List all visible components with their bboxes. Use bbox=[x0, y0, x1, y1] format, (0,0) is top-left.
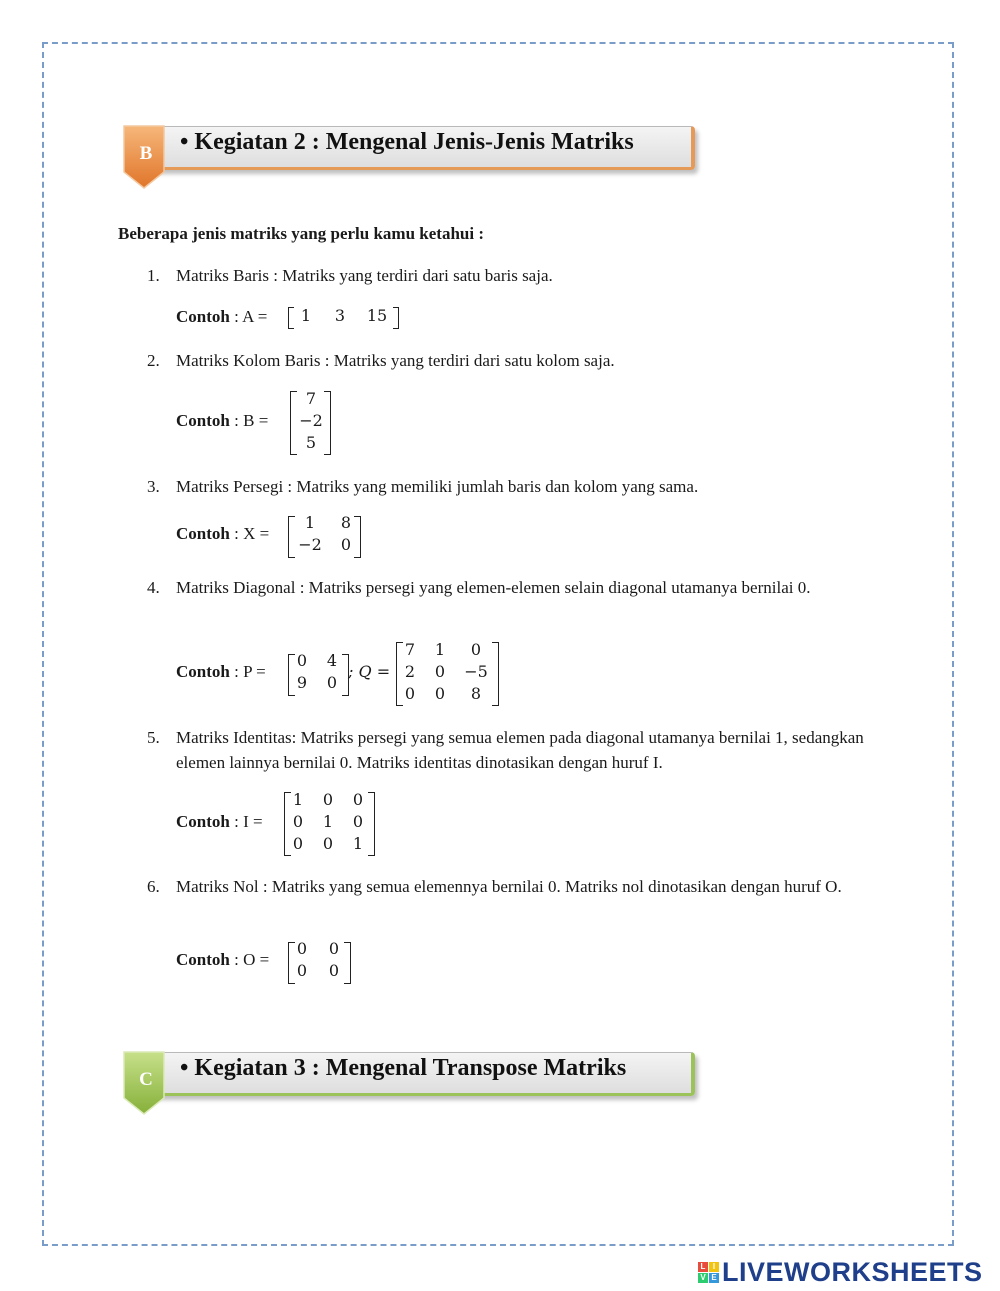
matrix-name: P bbox=[243, 662, 252, 681]
item-text: Matriks Kolom Baris : Matriks yang terdiri dari satu kolom saja. bbox=[176, 351, 615, 370]
matrix-cell: 1 bbox=[322, 812, 334, 831]
matrix-cell: 1 bbox=[304, 513, 316, 532]
intro-text: Beberapa jenis matriks yang perlu kamu ketahui : bbox=[118, 224, 484, 243]
matrix-cell: −2 bbox=[299, 411, 323, 430]
matrix-name: Q bbox=[358, 662, 372, 681]
section-b-letter: B bbox=[139, 143, 153, 164]
example-label: Contoh bbox=[176, 950, 230, 969]
matrix-O bbox=[288, 939, 350, 985]
example-label: Contoh bbox=[176, 662, 230, 681]
item-number: 2. bbox=[147, 351, 160, 370]
matrix-cell: 8 bbox=[340, 513, 352, 532]
section-b-title: • Kegiatan 2 : Mengenal Jenis-Jenis Matriks bbox=[180, 129, 634, 155]
item-text: Matriks Nol : Matriks yang semua elemennya bernilai 0. Matriks nol dinotasikan dengan huruf O. bbox=[176, 877, 842, 896]
item-text: Matriks Diagonal : Matriks persegi yang elemen-elemen selain diagonal utamanya bernilai 0. bbox=[176, 578, 811, 597]
matrix-cell: 0 bbox=[296, 651, 308, 670]
matrix-cell: 7 bbox=[404, 640, 416, 659]
example-label: Contoh bbox=[176, 411, 230, 430]
matrix-name: B bbox=[243, 411, 255, 430]
matrix-cell: 1 bbox=[434, 640, 446, 659]
matrix-cell: 7 bbox=[305, 389, 317, 408]
matrix-I bbox=[284, 790, 374, 858]
matrix-cell: 1 bbox=[300, 306, 312, 325]
matrix-cell: 8 bbox=[470, 684, 482, 703]
matrix-X bbox=[288, 513, 362, 559]
matrix-name: O bbox=[243, 950, 256, 969]
matrix-cell: 0 bbox=[292, 834, 304, 853]
matrix-cell: 0 bbox=[352, 790, 364, 809]
matrix-cell: 0 bbox=[434, 662, 446, 681]
matrix-cell: −5 bbox=[464, 662, 488, 681]
matrix-B bbox=[290, 389, 332, 457]
matrix-cell: 0 bbox=[434, 684, 446, 703]
matrix-cell: 0 bbox=[296, 939, 308, 958]
item-text: Matriks Identitas: Matriks persegi yang semua elemen pada diagonal utamanya bernilai 1, sedangkan elemen lainnya bernilai 0. Matriks identitas dinotasikan dengan huruf I. bbox=[176, 728, 864, 772]
matrix-name: A bbox=[242, 307, 254, 326]
matrix-cell: 15 bbox=[366, 306, 388, 325]
matrix-cell: 0 bbox=[326, 673, 338, 692]
item-number: 5. bbox=[147, 728, 160, 747]
matrix-cell: 0 bbox=[470, 640, 482, 659]
item-number: 1. bbox=[147, 266, 160, 285]
matrix-cell: 1 bbox=[292, 790, 304, 809]
matrix-name: I bbox=[243, 812, 249, 831]
example-label: Contoh bbox=[176, 524, 230, 543]
section-c-title: • Kegiatan 3 : Mengenal Transpose Matriks bbox=[180, 1055, 627, 1081]
matrix-P bbox=[288, 651, 350, 697]
liveworksheets-logo-icon bbox=[698, 1262, 719, 1283]
matrix-cell: 9 bbox=[296, 673, 308, 692]
item-number: 4. bbox=[147, 578, 160, 597]
watermark-text: LIVEWORKSHEETS bbox=[722, 1256, 983, 1287]
matrix-cell: 0 bbox=[322, 790, 334, 809]
logo-letter: I bbox=[709, 1262, 719, 1272]
section-c-banner bbox=[120, 1050, 695, 1120]
liveworksheets-watermark bbox=[698, 1257, 983, 1287]
matrix-cell: 5 bbox=[305, 433, 317, 452]
matrix-cell: 2 bbox=[404, 662, 416, 681]
matrix-cell: −2 bbox=[298, 535, 322, 554]
item-number: 6. bbox=[147, 877, 160, 896]
matrix-cell: 0 bbox=[292, 812, 304, 831]
matrix-name: X bbox=[243, 524, 256, 543]
matrix-cell: 0 bbox=[340, 535, 352, 554]
matrix-cell: 4 bbox=[326, 651, 338, 670]
matrix-cell: 3 bbox=[334, 306, 346, 325]
matrix-Q bbox=[396, 640, 500, 708]
item-number: 3. bbox=[147, 477, 160, 496]
logo-letter: L bbox=[698, 1262, 708, 1272]
matrix-cell: 0 bbox=[328, 939, 340, 958]
matrix-cell: 0 bbox=[296, 961, 308, 980]
matrix-cell: 0 bbox=[322, 834, 334, 853]
example-label: Contoh bbox=[176, 307, 230, 326]
logo-letter: E bbox=[709, 1273, 719, 1283]
logo-letter: V bbox=[698, 1273, 708, 1283]
matrix-cell: 1 bbox=[352, 834, 364, 853]
section-b-banner bbox=[120, 124, 695, 194]
section-c-letter: C bbox=[139, 1069, 153, 1090]
matrix-cell: 0 bbox=[352, 812, 364, 831]
matrix-A bbox=[288, 304, 388, 328]
matrix-cell: 0 bbox=[404, 684, 416, 703]
example-label: Contoh bbox=[176, 812, 230, 831]
item-text: Matriks Persegi : Matriks yang memiliki jumlah baris dan kolom yang sama. bbox=[176, 477, 699, 496]
matrix-cell: 0 bbox=[328, 961, 340, 980]
item-text: Matriks Baris : Matriks yang terdiri dari satu baris saja. bbox=[176, 266, 553, 285]
